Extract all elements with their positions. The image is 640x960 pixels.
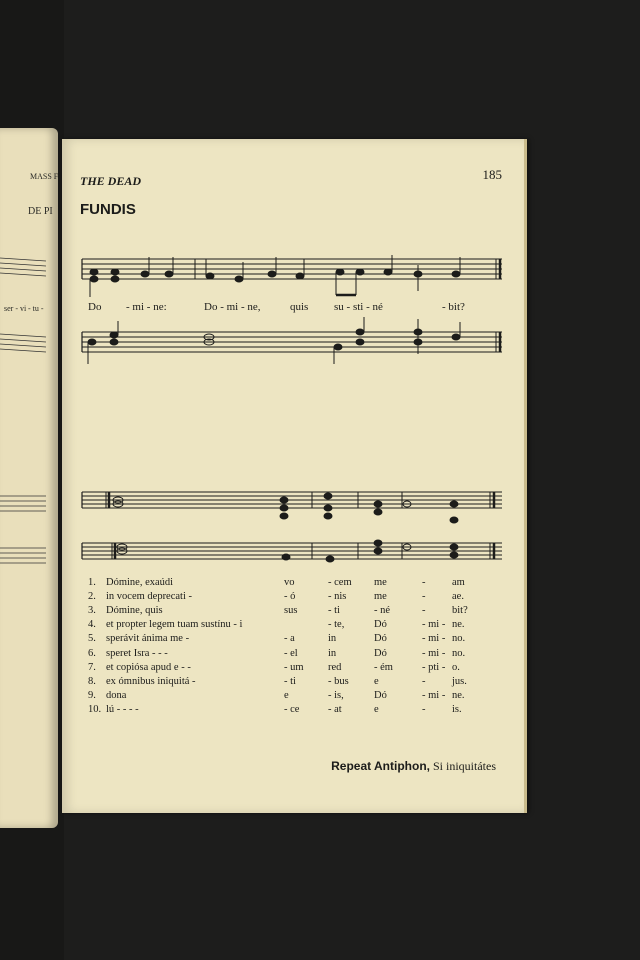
verse-syllable: Dó [374, 647, 387, 659]
left-page-staves [0, 128, 58, 828]
psalm-verse-row [88, 676, 508, 690]
verse-syllable: ae. [452, 591, 464, 603]
psalm-verse-row [88, 648, 508, 662]
verse-syllable: in [328, 633, 337, 645]
antiphon-lyric: - bit? [442, 301, 465, 313]
verse-number: 10. [88, 703, 102, 715]
verse-syllable: - te, [328, 619, 345, 631]
verse-syllable: - pti - [422, 661, 446, 673]
verse-syllable: - mi - [422, 619, 446, 631]
verse-text: in vocem deprecati - [106, 591, 192, 603]
left-page-fragment: DE PI [28, 206, 53, 217]
psalm-verse-row [88, 591, 508, 605]
verse-syllable: jus. [452, 675, 467, 687]
psalm-verse-row [88, 662, 508, 676]
antiphon-lyric: - mi - ne: [126, 301, 167, 313]
antiphon-lyric: quis [290, 301, 309, 313]
verse-syllable: Dó [374, 689, 387, 701]
verse-syllable: - ti [284, 675, 296, 687]
verse-syllable: - ó [284, 591, 296, 603]
verse-syllable: - ém [374, 661, 393, 673]
verse-syllable: - el [284, 647, 298, 659]
verse-syllable: vo [284, 577, 295, 588]
antiphon-lyric: su - sti - né [334, 301, 383, 313]
verse-syllable: no. [452, 633, 466, 645]
verse-text: et copiósa apud e - - [106, 661, 191, 673]
verse-text: ex ómnibus iniquitá - [106, 675, 196, 687]
verse-syllable: - ce [284, 703, 300, 715]
verse-syllable: - at [328, 703, 342, 715]
verse-syllable: - ti [328, 605, 340, 617]
verse-text: sperávit ánima me - [106, 633, 190, 645]
antiphon-lyric: Do [88, 301, 102, 313]
left-facing-page [0, 128, 58, 828]
repeat-antiphon-note [331, 759, 496, 774]
verse-syllable: ne. [452, 619, 465, 631]
verse-syllable: - um [284, 661, 304, 673]
verse-syllable: - bus [328, 675, 349, 687]
verse-syllable: - mi - [422, 647, 446, 659]
repeat-antiphon-text: Si iniquitátes [433, 759, 496, 773]
verse-number: 4. [88, 619, 96, 631]
verse-syllable: is. [452, 703, 462, 715]
verse-number: 9. [88, 689, 96, 701]
verse-number: 8. [88, 675, 96, 687]
psalm-verse-row [88, 690, 508, 704]
verse-syllable: - cem [328, 577, 352, 588]
verse-syllable: no. [452, 647, 466, 659]
psalm-verse-row [88, 605, 508, 619]
psalm-verse-row [88, 633, 508, 647]
verse-syllable: - is, [328, 689, 344, 701]
verse-syllable: - mi - [422, 689, 446, 701]
verse-syllable: - nis [328, 591, 347, 603]
verse-syllable: o. [452, 661, 460, 673]
verse-syllable: e [284, 689, 289, 701]
verse-syllable: - [422, 591, 426, 603]
page-number: 185 [482, 167, 502, 182]
verse-text: lú - - - - [106, 703, 139, 715]
verse-syllable: Dó [374, 633, 387, 645]
left-page-fragment: ser - vi [4, 304, 27, 313]
psalm-verse-row [88, 704, 508, 718]
verse-number: 5. [88, 633, 96, 645]
verse-number: 2. [88, 591, 96, 603]
left-page-fragment: MASS F [30, 172, 59, 181]
section-title: FUNDIS [80, 201, 136, 218]
verse-syllable: red [328, 661, 342, 673]
verse-number: 3. [88, 605, 96, 617]
verse-syllable: - [422, 577, 426, 588]
verse-text: dona [106, 689, 127, 701]
psalm-verse-row [88, 577, 508, 591]
verse-text: et propter legem tuam sustínu - i [106, 619, 243, 631]
verse-syllable: am [452, 577, 465, 588]
hymnal-page [62, 139, 527, 813]
verse-syllable: - mi - [422, 633, 446, 645]
verse-syllable: - [422, 675, 426, 687]
psalm-verse-row [88, 619, 508, 633]
verse-syllable: e [374, 675, 379, 687]
verse-syllable: in [328, 647, 337, 659]
verse-number: 1. [88, 577, 96, 588]
verse-number: 6. [88, 647, 96, 659]
verse-syllable: - [422, 605, 426, 617]
verse-text: speret Isra - - - [106, 647, 168, 659]
repeat-antiphon-label: Repeat Antiphon, [331, 759, 430, 773]
verse-syllable: me [374, 591, 387, 603]
left-page-fragment: - tu - [28, 304, 44, 313]
verse-text: Dómine, exaúdi [106, 577, 174, 588]
verse-syllable: bit? [452, 605, 468, 617]
verse-syllable: - né [374, 605, 391, 617]
antiphon-score [62, 139, 524, 619]
verse-syllable: me [374, 577, 387, 588]
verse-syllable: - [422, 703, 426, 715]
antiphon-lyric: Do - mi - ne, [204, 301, 261, 313]
verse-syllable: - a [284, 633, 295, 645]
verse-syllable: e [374, 703, 379, 715]
verse-syllable: sus [284, 605, 298, 617]
verse-number: 7. [88, 661, 96, 673]
running-header: THE DEAD [80, 174, 142, 188]
verse-syllable: ne. [452, 689, 465, 701]
verse-syllable: Dó [374, 619, 387, 631]
verse-text: Dómine, quis [106, 605, 163, 617]
